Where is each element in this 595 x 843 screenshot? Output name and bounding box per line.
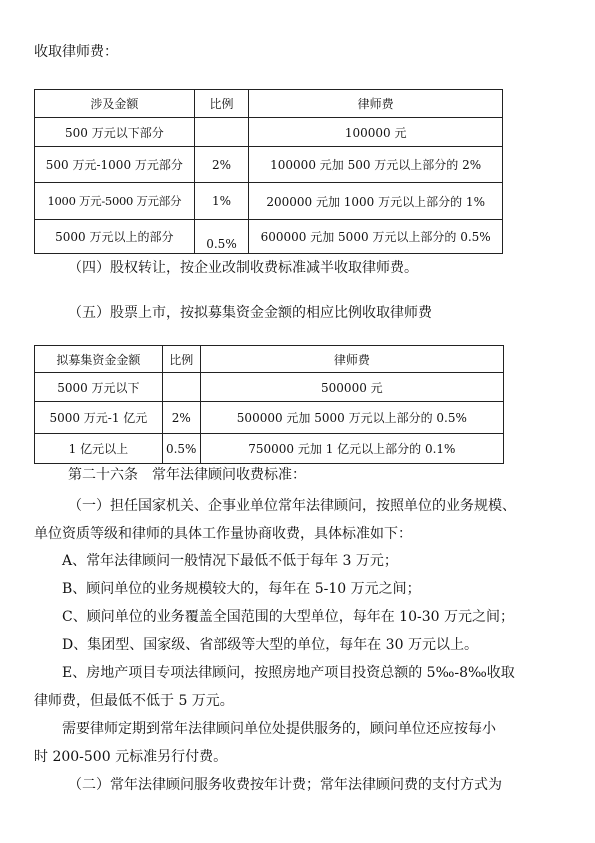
table-cell: 500 万元-1000 万元部分	[35, 147, 195, 183]
table-row	[35, 434, 504, 464]
extra-fee-line-2: 时 200-500 元标准另行付费。	[34, 749, 228, 765]
table-header-cell: 比例	[194, 90, 249, 118]
extra-fee-line-1: 需要律师定期到常年法律顾问单位处提供服务的，顾问单位还应按每小	[62, 721, 496, 737]
table-cell: 100000 元加 500 万元以上部分的 2%	[249, 147, 503, 183]
table-cell: 5000 万元以上的部分	[35, 220, 195, 254]
table-cell: 1 亿元以上	[35, 434, 163, 464]
list-item: D、集团型、国家级、省部级等大型的单位，每年在 30 万元以上。	[62, 637, 478, 653]
item-e-line-2: 律师费，但最低不低于 5 万元。	[34, 693, 234, 709]
table-header-cell: 拟募集资金金额	[35, 346, 163, 373]
item-1-line-1: （一）担任国家机关、企事业单位常年法律顾问，按照单位的业务规模、	[68, 498, 516, 514]
table-cell: 100000 元	[249, 118, 503, 147]
list-item: B、顾问单位的业务规模较大的，每年在 5-10 万元之间；	[62, 581, 421, 597]
table-cell: 5000 万元以下	[35, 373, 163, 402]
table-row	[35, 147, 503, 183]
table-cell: 750000 元加 1 亿元以上部分的 0.1%	[200, 434, 503, 464]
table-row	[35, 183, 503, 220]
table-cell	[162, 373, 200, 402]
table-cell: 500000 元	[200, 373, 503, 402]
table-cell: 200000 元加 1000 万元以上部分的 1%	[249, 183, 503, 220]
table-header-row	[35, 90, 503, 118]
list-item: C、顾问单位的业务覆盖全国范围的大型单位，每年在 10-30 万元之间；	[62, 609, 514, 625]
table-cell: 600000 元加 5000 万元以上部分的 0.5%	[249, 220, 503, 254]
fee-table-litigation	[34, 89, 503, 254]
table-row	[35, 373, 504, 402]
fee-table-ipo	[34, 345, 504, 464]
table-cell: 0.5%	[194, 220, 249, 254]
table-cell: 2%	[162, 402, 200, 434]
table-cell: 0.5%	[162, 434, 200, 464]
paragraph-equity-transfer: （四）股权转让，按企业改制收费标准减半收取律师费。	[68, 260, 418, 276]
fee-heading: 收取律师费：	[34, 44, 118, 60]
table-header-cell: 律师费	[249, 90, 503, 118]
paragraph-ipo: （五）股票上市，按拟募集资金金额的相应比例收取律师费	[68, 305, 432, 321]
table-header-cell: 涉及金额	[35, 90, 195, 118]
table-header-row	[35, 346, 504, 373]
table-header-cell: 比例	[162, 346, 200, 373]
list-item: A、常年法律顾问一般情况下最低不低于每年 3 万元；	[62, 553, 398, 569]
table-row	[35, 402, 504, 434]
item-1-line-2: 单位资质等级和律师的具体工作量协商收费，具体标准如下：	[34, 526, 412, 542]
table-cell	[194, 118, 249, 147]
item-e-line-1: E、房地产项目专项法律顾问，按照房地产项目投资总额的 5‰-8‰收取	[62, 665, 515, 681]
table-cell: 500 万元以下部分	[35, 118, 195, 147]
table-cell: 500000 元加 5000 万元以上部分的 0.5%	[200, 402, 503, 434]
table-cell: 1000 万元-5000 万元部分	[35, 183, 195, 220]
table-row	[35, 118, 503, 147]
table-cell: 5000 万元-1 亿元	[35, 402, 163, 434]
table-cell: 1%	[194, 183, 249, 220]
item-2-line-1: （二）常年法律顾问服务收费按年计费；常年法律顾问费的支付方式为	[68, 777, 502, 793]
table-cell: 2%	[194, 147, 249, 183]
article-26-heading: 第二十六条 常年法律顾问收费标准：	[68, 467, 306, 483]
table-header-cell: 律师费	[200, 346, 503, 373]
table-row	[35, 220, 503, 254]
